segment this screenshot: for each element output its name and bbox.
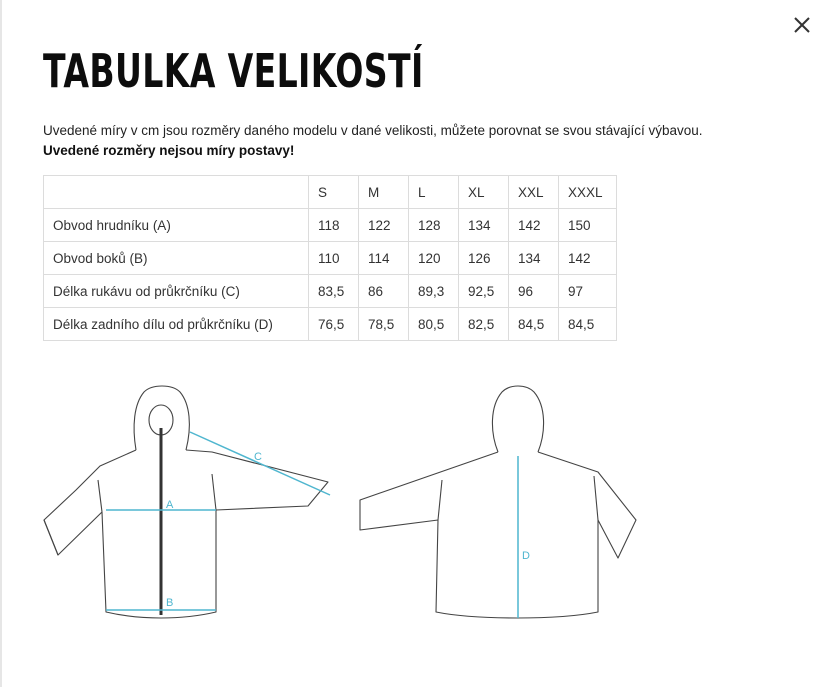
table-cell: 84,5 [559, 308, 617, 341]
close-icon [791, 14, 813, 36]
table-row-label: Délka zadního dílu od průkrčníku (D) [44, 308, 309, 341]
page-title: TABULKA VELIKOSTÍ [43, 44, 424, 98]
table-cell: 122 [359, 209, 409, 242]
back-right-seam [594, 476, 598, 520]
table-header-cell: XXXL [559, 176, 617, 209]
jacket-front-illustration [40, 380, 340, 630]
table-cell: 150 [559, 209, 617, 242]
table-cell: 83,5 [309, 275, 359, 308]
left-cuff [44, 520, 58, 555]
table-header-cell [44, 176, 309, 209]
back-hood-outline [492, 386, 543, 452]
table-cell: 114 [359, 242, 409, 275]
table-cell: 78,5 [359, 308, 409, 341]
table-cell: 126 [459, 242, 509, 275]
table-cell: 82,5 [459, 308, 509, 341]
intro-warning: Uvedené rozměry nejsou míry postavy! [43, 143, 295, 158]
table-row-label: Obvod hrudníku (A) [44, 209, 309, 242]
table-header-cell: XXL [509, 176, 559, 209]
size-table [43, 175, 617, 341]
table-cell: 142 [559, 242, 617, 275]
table-header-row [44, 176, 617, 209]
table-row [44, 308, 617, 341]
measure-line-c [190, 432, 330, 495]
table-header-cell: M [359, 176, 409, 209]
table-cell: 110 [309, 242, 359, 275]
table-cell: 142 [509, 209, 559, 242]
table-row [44, 242, 617, 275]
table-cell: 96 [509, 275, 559, 308]
label-c: C [254, 451, 262, 463]
label-a: A [166, 499, 174, 511]
label-b: B [166, 597, 174, 609]
table-cell: 128 [409, 209, 459, 242]
table-cell: 134 [459, 209, 509, 242]
table-cell: 84,5 [509, 308, 559, 341]
table-header-cell: XL [459, 176, 509, 209]
intro-line: Uvedené míry v cm jsou rozměry daného modelu v dané velikosti, můžete porovnat se svou stávající výbavou. [43, 123, 703, 138]
table-cell: 120 [409, 242, 459, 275]
table-header-cell: S [309, 176, 359, 209]
table-cell: 97 [559, 275, 617, 308]
table-header-cell: L [409, 176, 459, 209]
table-row [44, 275, 617, 308]
modal-left-edge [0, 0, 2, 687]
back-left-seam [438, 480, 442, 520]
table-row-label: Obvod boků (B) [44, 242, 309, 275]
table-cell: 134 [509, 242, 559, 275]
left-sleeve-seam [98, 480, 102, 512]
table-cell: 86 [359, 275, 409, 308]
table-cell: 92,5 [459, 275, 509, 308]
close-button[interactable] [791, 14, 813, 36]
table-cell: 89,3 [409, 275, 459, 308]
intro-text [43, 121, 703, 161]
label-d: D [522, 550, 530, 562]
table-cell: 80,5 [409, 308, 459, 341]
table-row [44, 209, 617, 242]
right-sleeve-seam [212, 474, 216, 510]
jacket-back-illustration [352, 380, 652, 630]
table-cell: 76,5 [309, 308, 359, 341]
table-cell: 118 [309, 209, 359, 242]
table-row-label: Délka rukávu od průkrčníku (C) [44, 275, 309, 308]
